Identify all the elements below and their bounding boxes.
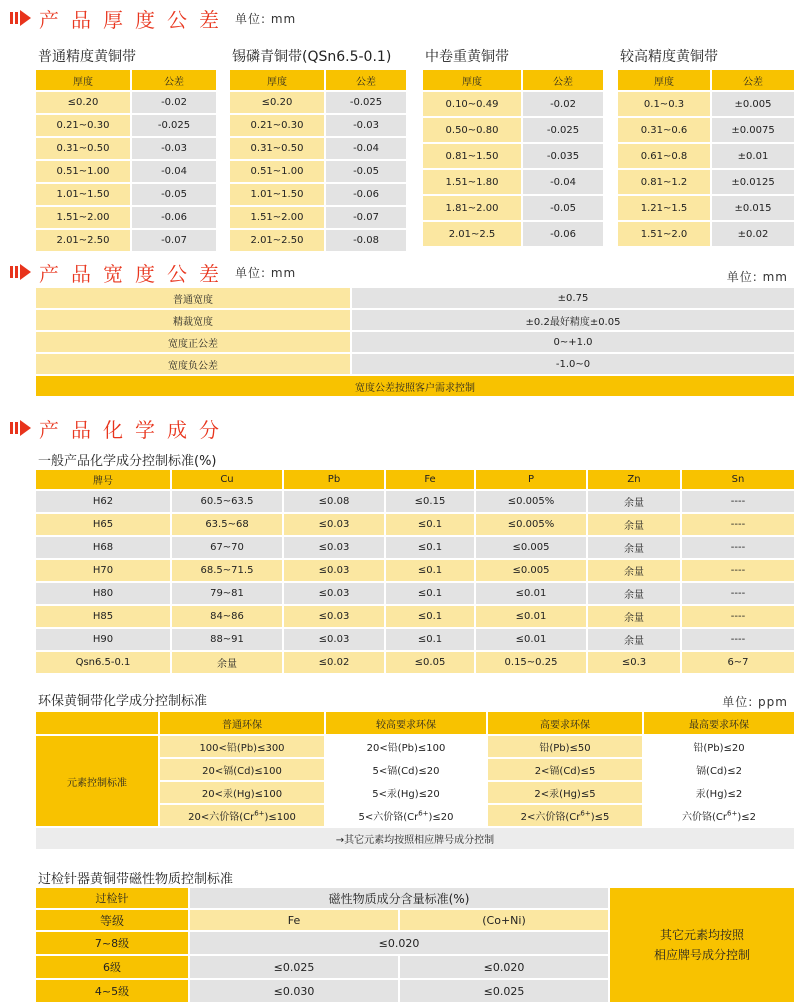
table-cell: -0.03	[132, 138, 216, 159]
table-cell: ≤0.3	[621, 657, 647, 668]
header-cell: 牌号	[36, 470, 170, 489]
thickness-table-title-3: 中卷重黄铜带	[425, 49, 509, 65]
cell-text: )≤100	[264, 812, 296, 823]
table-row	[36, 583, 794, 604]
table-cell: ±0.75	[352, 288, 794, 308]
table-cell: 7~8级	[36, 932, 188, 954]
arrow-icon	[10, 420, 31, 436]
table-cell: ----	[730, 634, 746, 645]
table-cell: ±0.01	[712, 144, 794, 168]
thickness-table-title-4: 较高精度黄铜带	[620, 49, 718, 65]
table-cell	[644, 805, 794, 826]
header-cell: 高要求环保	[488, 712, 642, 734]
table-cell: 88~91	[210, 634, 244, 645]
table-cell: ≤0.005	[512, 542, 550, 553]
header-cell: Sn	[682, 470, 794, 489]
width-table	[34, 286, 796, 398]
table-cell: ±0.0075	[712, 118, 794, 142]
table-cell: ≤0.03	[318, 634, 350, 645]
table-cell: ≤0.025	[400, 980, 608, 1002]
table-cell: ≤0.1	[417, 519, 443, 530]
table-cell: 1.51~1.80	[423, 170, 521, 194]
table-cell: 余量	[624, 521, 644, 532]
table-cell: -0.035	[523, 144, 603, 168]
table-cell: 余量	[624, 590, 644, 601]
table-row	[36, 606, 794, 627]
table-cell: ----	[730, 611, 746, 622]
table-cell: ≤0.15	[414, 496, 446, 507]
header-cell: Fe	[386, 470, 474, 489]
table-cell: -0.06	[326, 184, 406, 205]
table-cell: H65	[92, 519, 114, 530]
mag-table	[34, 886, 796, 1004]
superscript: 6+	[418, 809, 429, 818]
table-cell: ≤0.08	[318, 496, 350, 507]
table-cell: 63.5~68	[205, 519, 249, 530]
table-row	[36, 491, 794, 512]
arrow-icon	[10, 10, 31, 26]
cell-text: 2<六价铬(Cr	[520, 812, 581, 823]
table-cell: H68	[92, 542, 114, 553]
thickness-table-1	[34, 68, 218, 253]
header-cell: Pb	[284, 470, 384, 489]
table-cell: 2<镉(Cd)≤5	[488, 759, 642, 780]
table-cell: 1.21~1.5	[618, 196, 710, 220]
mag-table-title: 过检针器黄铜带磁性物质控制标准	[38, 872, 234, 887]
table-cell: 铅(Pb)≤20	[644, 736, 794, 757]
table-cell: ≤0.03	[318, 588, 350, 599]
env-table-title: 环保黄铜带化学成分控制标准	[38, 694, 208, 709]
table-cell: -0.06	[523, 222, 603, 246]
header-cell: 厚度	[423, 70, 521, 90]
table-cell: ≤0.020	[400, 956, 608, 978]
table-row	[36, 652, 794, 673]
table-cell: ≤0.1	[417, 542, 443, 553]
superscript: 6+	[580, 809, 591, 818]
unit-label-right: 单位: mm	[726, 270, 788, 284]
header-cell: 普通环保	[160, 712, 324, 734]
header-cell: Zn	[588, 470, 680, 489]
table-cell: ----	[730, 496, 746, 507]
table-cell: 2.01~2.50	[36, 230, 130, 251]
width-note: 宽度公差按照客户需求控制	[36, 376, 794, 396]
table-cell: H80	[92, 588, 114, 599]
table-cell: 1.51~2.0	[618, 222, 710, 246]
thickness-table-title-1: 普通精度黄铜带	[38, 49, 136, 65]
table-cell: ≤0.03	[318, 542, 350, 553]
table-cell: 宽度正公差	[36, 332, 350, 352]
arrow-icon	[10, 264, 31, 280]
table-cell	[326, 805, 486, 826]
table-cell: -0.04	[132, 161, 216, 182]
chem-section-header	[10, 416, 231, 440]
cell-text: 六价铬(Cr	[682, 812, 727, 823]
table-cell: ≤0.1	[417, 634, 443, 645]
table-cell: ≤0.03	[318, 565, 350, 576]
table-cell: ≤0.005%	[507, 519, 555, 530]
table-cell: ----	[730, 519, 746, 530]
table-cell: -0.06	[132, 207, 216, 228]
cell-text: 5<六价铬(Cr	[358, 812, 419, 823]
header-cell: P	[476, 470, 586, 489]
table-cell: 0.81~1.50	[423, 144, 521, 168]
table-cell: -0.07	[132, 230, 216, 251]
table-cell: H62	[92, 496, 114, 507]
table-cell: ≤0.1	[417, 565, 443, 576]
table-cell: 0.31~0.50	[36, 138, 130, 159]
table-cell: ≤0.02	[318, 657, 350, 668]
section-title: 产品厚度公差	[39, 7, 231, 32]
table-cell: ≤0.01	[515, 634, 547, 645]
table-cell: ±0.2最好精度±0.05	[352, 310, 794, 330]
table-cell: H90	[92, 634, 114, 645]
table-cell: 5<镉(Cd)≤20	[326, 759, 486, 780]
table-cell: 0.51~1.00	[230, 161, 324, 182]
header-cell: 公差	[326, 70, 406, 90]
header-cell: 较高要求环保	[326, 712, 486, 734]
table-cell: H70	[92, 565, 114, 576]
mag-side-note	[610, 888, 794, 1002]
table-cell: 0.61~0.8	[618, 144, 710, 168]
table-cell: 0.31~0.6	[618, 118, 710, 142]
table-cell: 1.51~2.00	[36, 207, 130, 228]
table-cell: -0.02	[132, 92, 216, 113]
table-cell: 68.5~71.5	[200, 565, 254, 576]
header-cell: 厚度	[230, 70, 324, 90]
table-cell: ≤0.1	[417, 611, 443, 622]
side-note-line: 其它元素均按照	[659, 928, 744, 942]
table-row	[36, 537, 794, 558]
table-cell: -0.08	[326, 230, 406, 251]
table-row	[36, 560, 794, 581]
table-cell: 普通宽度	[36, 288, 350, 308]
table-cell: 0.51~1.00	[36, 161, 130, 182]
table-row	[36, 514, 794, 535]
table-cell: -1.0~0	[352, 354, 794, 374]
table-cell: -0.05	[523, 196, 603, 220]
table-cell: 汞(Hg)≤2	[644, 782, 794, 803]
table-cell: -0.04	[523, 170, 603, 194]
table-cell: ≤0.1	[417, 588, 443, 599]
table-cell	[160, 805, 324, 826]
table-cell: 宽度负公差	[36, 354, 350, 374]
header-cell: 等级	[36, 910, 188, 930]
table-cell: 1.51~2.00	[230, 207, 324, 228]
table-cell: 0.1~0.3	[618, 92, 710, 116]
table-row	[36, 629, 794, 650]
table-cell: 1.01~1.50	[230, 184, 324, 205]
table-cell: ≤0.020	[190, 932, 608, 954]
table-cell: ----	[730, 565, 746, 576]
cell-text: )≤2	[737, 812, 756, 823]
header-cell: 公差	[523, 70, 603, 90]
table-cell: ----	[730, 542, 746, 553]
table-cell: 0.15~0.25	[504, 657, 558, 668]
table-cell: 6~7	[727, 657, 749, 668]
table-cell: ±0.0125	[712, 170, 794, 194]
table-cell: 20<铅(Pb)≤100	[326, 736, 486, 757]
table-cell: 铅(Pb)≤50	[488, 736, 642, 757]
table-cell: 0~+1.0	[352, 332, 794, 352]
table-cell: 0.21~0.30	[36, 115, 130, 136]
table-cell: ≤0.030	[190, 980, 398, 1002]
table-cell: ≤0.05	[414, 657, 446, 668]
superscript: 6+	[254, 809, 265, 818]
table-cell: 1.81~2.00	[423, 196, 521, 220]
header-cell: Fe	[190, 910, 398, 930]
table-cell: 4~5级	[36, 980, 188, 1002]
table-cell: ≤0.005%	[507, 496, 555, 507]
header-cell: 公差	[132, 70, 216, 90]
table-cell: 余量	[217, 659, 237, 670]
table-cell: ≤0.03	[318, 519, 350, 530]
header-cell: (Co+Ni)	[400, 910, 608, 930]
table-cell: -0.03	[326, 115, 406, 136]
table-cell: 6级	[36, 956, 188, 978]
table-cell: ≤0.01	[515, 588, 547, 599]
table-cell: 0.31~0.50	[230, 138, 324, 159]
table-cell: -0.025	[523, 118, 603, 142]
header-cell: Cu	[172, 470, 282, 489]
env-unit-label: 单位: ppm	[722, 695, 788, 709]
env-row-label: 元素控制标准	[36, 736, 158, 826]
thickness-table-4	[616, 68, 796, 248]
header-cell: 过检针	[36, 888, 188, 908]
table-cell: 0.21~0.30	[230, 115, 324, 136]
table-cell: 1.01~1.50	[36, 184, 130, 205]
table-cell: -0.025	[326, 92, 406, 113]
table-cell: Qsn6.5-0.1	[75, 657, 131, 668]
table-cell: 0.50~0.80	[423, 118, 521, 142]
table-cell: 镉(Cd)≤2	[644, 759, 794, 780]
table-cell	[488, 805, 642, 826]
table-cell: 余量	[624, 498, 644, 509]
table-cell: 60.5~63.5	[200, 496, 254, 507]
table-cell: ≤0.025	[190, 956, 398, 978]
table-cell: 余量	[624, 544, 644, 555]
table-cell: ±0.015	[712, 196, 794, 220]
env-table	[34, 710, 796, 851]
table-cell: 79~81	[210, 588, 244, 599]
table-cell: 2.01~2.50	[230, 230, 324, 251]
table-cell: ----	[730, 588, 746, 599]
chem-table	[34, 468, 796, 675]
table-cell: 20<汞(Hg)≤100	[160, 782, 324, 803]
table-cell: 20<镉(Cd)≤100	[160, 759, 324, 780]
table-cell: -0.04	[326, 138, 406, 159]
table-cell: 余量	[624, 636, 644, 647]
table-cell: ≤0.01	[515, 611, 547, 622]
chem-table-title: 一般产品化学成分控制标准(%)	[38, 454, 217, 469]
thickness-table-2	[228, 68, 408, 253]
thickness-table-title-2: 锡磷青铜带(QSn6.5-0.1)	[232, 49, 392, 65]
table-cell: 余量	[624, 567, 644, 578]
cell-text: 20<六价铬(Cr	[188, 812, 255, 823]
side-note-line: 相应牌号成分控制	[653, 948, 750, 962]
table-cell: ≤0.20	[36, 92, 130, 113]
table-cell: 余量	[624, 613, 644, 624]
table-cell: 67~70	[210, 542, 244, 553]
table-cell: -0.02	[523, 92, 603, 116]
table-cell: ≤0.005	[512, 565, 550, 576]
header-cell: 磁性物质成分含量标准(%)	[190, 888, 608, 908]
table-cell: 100<铅(Pb)≤300	[160, 736, 324, 757]
table-cell: 精裁宽度	[36, 310, 350, 330]
table-cell: 2.01~2.5	[423, 222, 521, 246]
header-cell: 公差	[712, 70, 794, 90]
cell-text: )≤20	[428, 812, 454, 823]
section-title: 产品化学成分	[39, 417, 231, 442]
table-cell: H85	[92, 611, 114, 622]
table-cell: 2<汞(Hg)≤5	[488, 782, 642, 803]
table-cell: ≤0.20	[230, 92, 324, 113]
table-cell: -0.025	[132, 115, 216, 136]
header-cell: 厚度	[618, 70, 710, 90]
env-corner-cell	[36, 712, 158, 734]
unit-label: 单位: mm	[235, 11, 297, 26]
table-cell: ≤0.03	[318, 611, 350, 622]
unit-label: 单位: mm	[235, 265, 297, 280]
table-cell: -0.05	[132, 184, 216, 205]
table-cell: -0.05	[326, 161, 406, 182]
table-cell: 5<汞(Hg)≤20	[326, 782, 486, 803]
table-cell: 0.81~1.2	[618, 170, 710, 194]
table-cell: ±0.02	[712, 222, 794, 246]
table-cell: 84~86	[210, 611, 244, 622]
table-cell: 0.10~0.49	[423, 92, 521, 116]
env-note: →其它元素均按照相应牌号成分控制	[36, 828, 794, 849]
cell-text: )≤5	[590, 812, 610, 823]
table-cell: -0.07	[326, 207, 406, 228]
header-cell: 厚度	[36, 70, 130, 90]
width-section-header	[10, 260, 296, 284]
superscript: 6+	[727, 809, 738, 818]
section-title: 产品宽度公差	[39, 261, 231, 286]
thickness-section-header	[10, 6, 296, 30]
header-cell: 最高要求环保	[644, 712, 794, 734]
table-cell: ±0.005	[712, 92, 794, 116]
thickness-table-3	[421, 68, 605, 248]
